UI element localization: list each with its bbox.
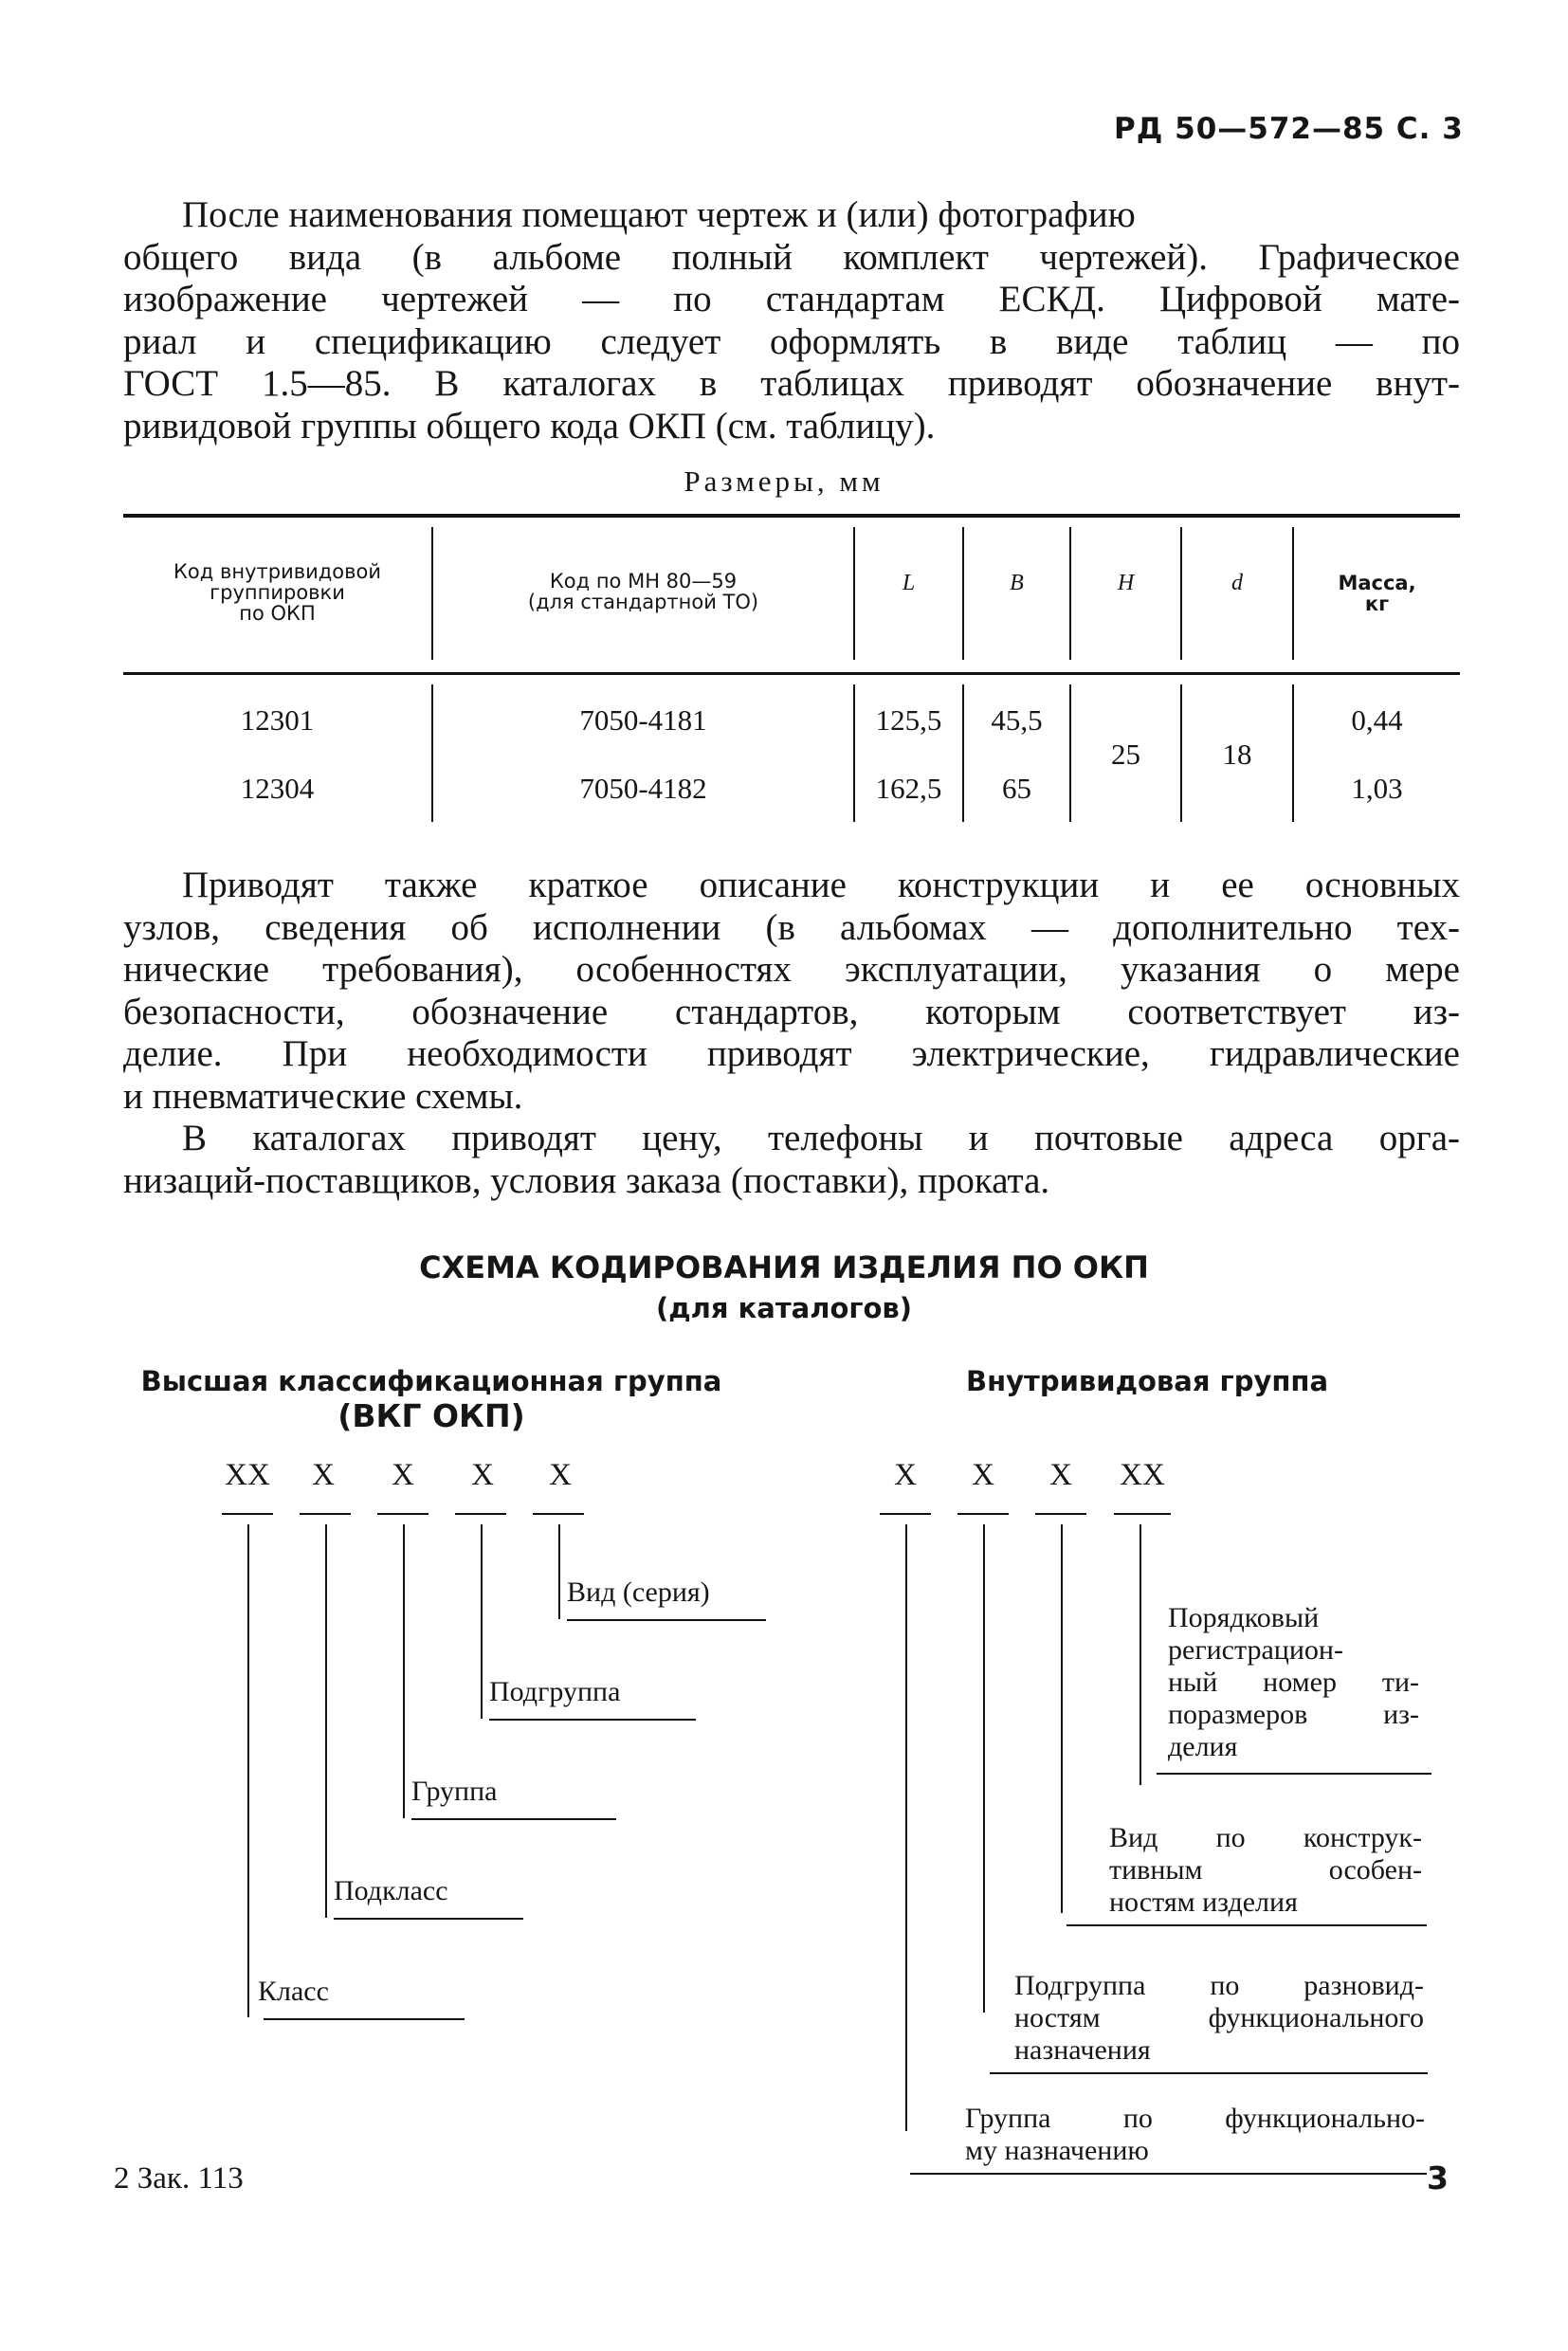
cell-l: 162,5 xyxy=(875,772,942,805)
header-mass: Масса, кг xyxy=(1338,572,1416,615)
text-line: В каталогах приводят цену, телефоны и почтовые адреса орга- xyxy=(182,1118,1460,1158)
text-line: и пневматические схемы. xyxy=(123,1075,523,1117)
text-line: делие. При необходимости приводят электрические, гидравлические xyxy=(123,1033,1460,1074)
order-number: 2 Зак. 113 xyxy=(114,2161,244,2196)
position-underline xyxy=(300,1513,351,1515)
header-code-mn: Код по МН 80—59 (для стандартной ТО) xyxy=(527,570,759,613)
label-serial-number: Порядковый регистрацион- ный номер ти- поразмеров из- делия xyxy=(1168,1602,1419,1762)
position-underline xyxy=(533,1513,584,1515)
position-underline xyxy=(957,1513,1009,1515)
table-top-rule xyxy=(123,514,1460,518)
table-caption: Размеры, мм xyxy=(684,465,884,498)
label-underline xyxy=(489,1719,696,1721)
position-underline xyxy=(1035,1513,1086,1515)
header-code-okp: Код внутривидовой группировки по ОКП xyxy=(173,560,381,625)
connector-line xyxy=(1140,1524,1141,1785)
label-underline xyxy=(990,2072,1428,2074)
label-functional-group: Группа по функционально- му назначению xyxy=(965,2103,1425,2166)
header-h: H xyxy=(1117,571,1135,595)
text-line: риал и спецификацию следует оформлять в виде таблиц — по xyxy=(123,320,1460,362)
header-b: B xyxy=(1010,571,1024,595)
dimensions-table xyxy=(123,514,1460,822)
right-scheme-heading: Внутривидовая группа xyxy=(965,1365,1329,1397)
label-kind-series: Вид (серия) xyxy=(567,1576,710,1608)
label-group: Группа xyxy=(411,1776,498,1807)
code-position: X xyxy=(972,1458,994,1492)
left-scheme-heading: Высшая классификационная группа (ВКГ ОКП) xyxy=(140,1365,722,1434)
cell-h-merged: 25 xyxy=(1111,738,1140,771)
connector-line xyxy=(1061,1524,1063,1913)
label-underline xyxy=(1067,1924,1427,1926)
scheme-title: СХЕМА КОДИРОВАНИЯ ИЗДЕЛИЯ ПО ОКП xyxy=(419,1249,1149,1285)
position-underline xyxy=(377,1513,428,1515)
label-underline xyxy=(334,1918,523,1920)
position-underline xyxy=(1114,1513,1171,1515)
label-design-kind: Вид по конструк- тивным особен- ностям изделия xyxy=(1109,1822,1422,1918)
connector-line xyxy=(558,1524,560,1619)
header-d: d xyxy=(1231,571,1243,595)
position-underline xyxy=(222,1513,273,1515)
document-reference: РД 50—572—85 С. 3 xyxy=(1114,112,1464,146)
cell-d-merged: 18 xyxy=(1222,738,1252,771)
label-functional-subgroup: Подгруппа по разновид- ностям функционального назначения xyxy=(1014,1970,1424,2066)
text-line: общего вида (в альбоме полный комплект чертежей). Графическое xyxy=(123,236,1460,278)
cell-code-okp: 12304 xyxy=(240,772,315,805)
label-underline xyxy=(910,2173,1427,2175)
connector-line xyxy=(325,1524,327,1918)
header-l: L xyxy=(902,571,916,595)
code-position: X xyxy=(1049,1458,1072,1492)
connector-line xyxy=(905,1524,907,2131)
connector-line xyxy=(403,1524,405,1818)
text-line: безопасности, обозначение стандартов, которым соответствует из- xyxy=(123,991,1460,1032)
code-position: X xyxy=(894,1458,917,1492)
code-position: XX xyxy=(1120,1458,1165,1492)
cell-mass: 0,44 xyxy=(1351,703,1403,737)
table-header-rule xyxy=(123,672,1460,675)
position-underline xyxy=(455,1513,506,1515)
cell-l: 125,5 xyxy=(875,703,942,737)
page-number: 3 xyxy=(1427,2160,1449,2196)
intro-paragraph xyxy=(123,194,1460,447)
connector-line xyxy=(481,1524,483,1719)
cell-code-mn: 7050-4181 xyxy=(579,703,707,737)
label-underline xyxy=(567,1619,766,1621)
connector-line xyxy=(983,1524,985,2013)
cell-mass: 1,03 xyxy=(1351,772,1403,805)
text-line: Приводят также краткое описание конструкции и ее основных xyxy=(182,865,1460,905)
code-position: XX xyxy=(225,1458,270,1492)
text-line: ГОСТ 1.5—85. В каталогах в таблицах приводят обозначение внут- xyxy=(123,363,1460,404)
label-class: Класс xyxy=(258,1976,329,2007)
cell-b: 45,5 xyxy=(991,703,1043,737)
text-line: ривидовой группы общего кода ОКП (см. таблицу). xyxy=(123,405,936,447)
text-line: изображение чертежей — по стандартам ЕСКД. Цифровой мате- xyxy=(123,279,1460,319)
code-position: X xyxy=(312,1458,335,1492)
label-subclass: Подкласс xyxy=(334,1875,448,1906)
label-underline xyxy=(264,2018,465,2020)
label-subgroup: Подгруппа xyxy=(489,1676,621,1707)
text-line: нические требования), особенностях эксплуатации, указания о мере xyxy=(123,949,1460,990)
code-position: X xyxy=(549,1458,572,1492)
description-paragraph xyxy=(123,865,1460,1202)
cell-code-okp: 12301 xyxy=(240,703,315,737)
text-line: низаций-поставщиков, условия заказа (поставки), проката. xyxy=(123,1159,1050,1201)
label-underline xyxy=(1157,1773,1431,1775)
connector-line xyxy=(247,1524,249,2017)
cell-b: 65 xyxy=(1002,772,1031,805)
cell-code-mn: 7050-4182 xyxy=(579,772,707,805)
code-position: X xyxy=(392,1458,414,1492)
text-line: После наименования помещают чертеж и (или) фотографию xyxy=(182,194,1136,235)
code-position: X xyxy=(471,1458,494,1492)
text-line: узлов, сведения об исполнении (в альбомах — дополнительно тех- xyxy=(123,906,1460,948)
scheme-subtitle: (для каталогов) xyxy=(655,1292,913,1324)
label-underline xyxy=(411,1818,616,1820)
position-underline xyxy=(880,1513,931,1515)
